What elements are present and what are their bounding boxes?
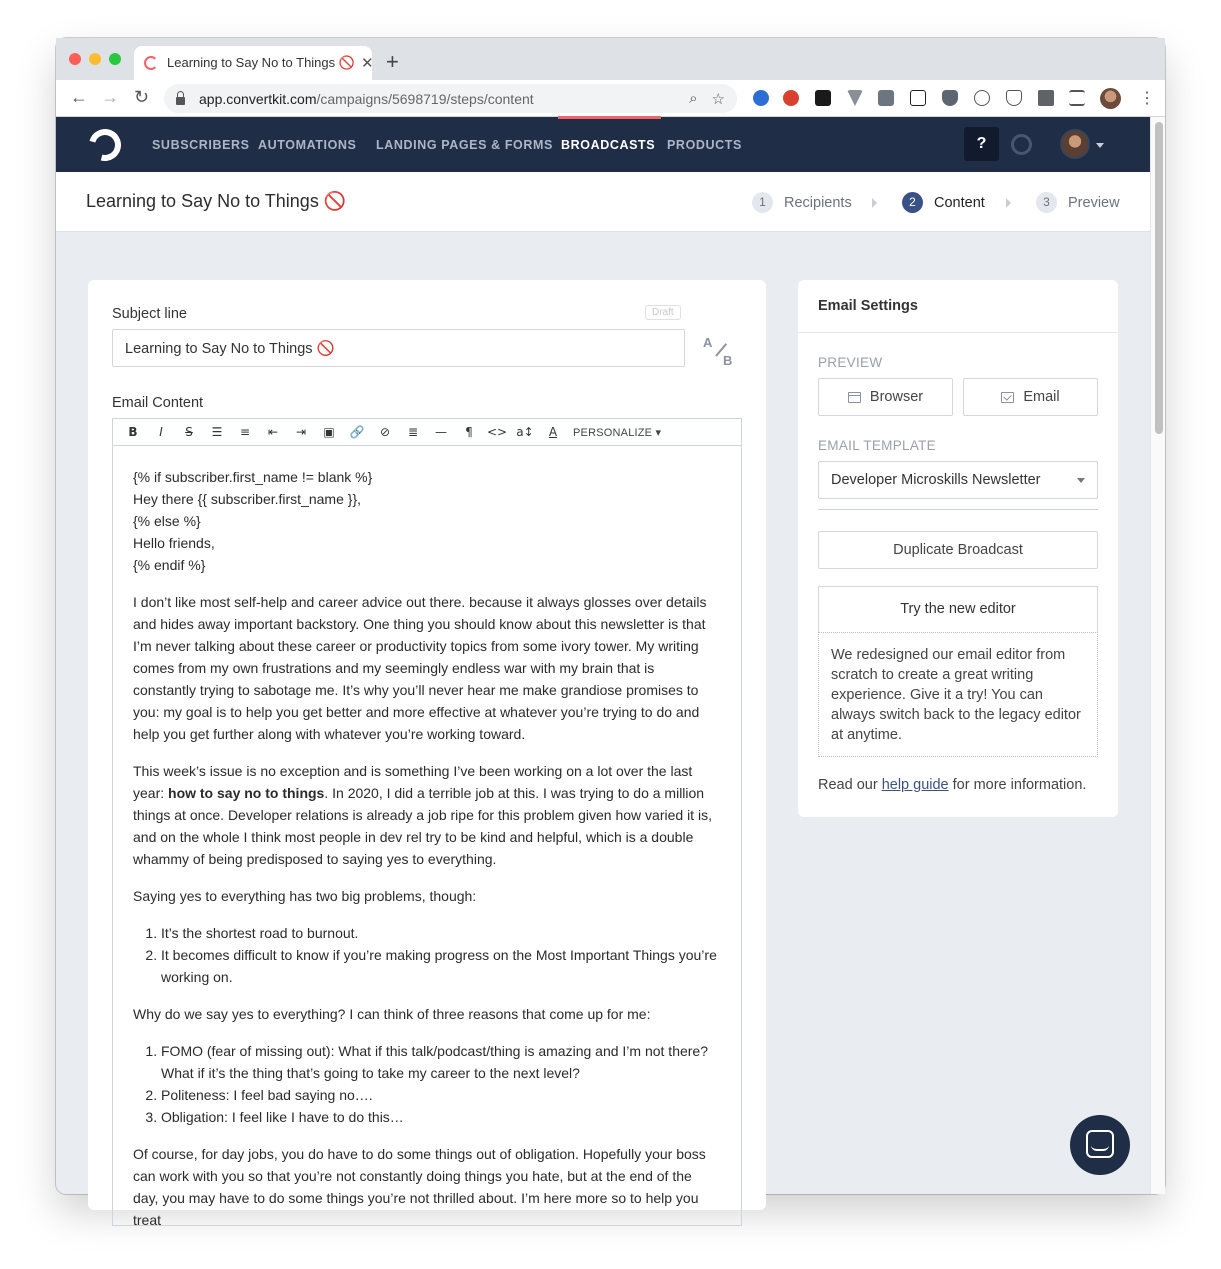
browser-window [56,38,1165,1228]
image-icon[interactable]: ▣ [323,425,335,439]
help-text: Read our help guide for more information. [818,777,1087,793]
chat-bubble-icon [1086,1130,1114,1158]
text-color-icon[interactable]: A [548,425,558,439]
ab-a-label: A [703,335,713,350]
extension-ublock-icon[interactable] [942,90,958,106]
page-title: Learning to Say No to Things 🚫 [86,191,347,211]
browser-icon [848,392,861,403]
ab-test-button[interactable] [703,335,739,369]
email-content-label: Email Content [112,395,204,411]
lock-icon [176,97,185,105]
chevron-down-icon [1077,478,1085,483]
ab-b-label: B [723,353,733,368]
body-paragraph: This week’s issue is no exception and is something I’ve been working on a lot over the last year: how to say no to things. In 2020, I did a terrible job at this. I was trying to do a million things at once. Developer relations is already a job ripe for this problem given how varied it is, and on the whole I think most people in dev rel try to be kind and helpful, which is a double whammy of being predisposed to saying yes to everything. [133,763,712,867]
page-header [56,172,1150,232]
browser-tab[interactable] [134,46,372,80]
step-preview[interactable] [1036,192,1120,213]
bullet-list-icon[interactable]: ☰ [211,425,223,439]
preview-browser-button[interactable] [818,378,953,416]
paragraph-icon[interactable]: ¶ [465,425,473,439]
forward-icon[interactable]: → [101,87,119,107]
tab-close-icon[interactable]: ✕ [360,55,374,72]
extensions-puzzle-icon[interactable] [1038,90,1054,106]
align-icon[interactable]: ≣ [407,425,419,439]
numbered-list-icon[interactable]: ≡ [239,425,251,439]
nav-landing-pages-forms[interactable]: LANDING PAGES & FORMS [376,138,553,152]
outdent-icon[interactable]: ⇤ [267,425,279,439]
loading-spinner-icon [1011,134,1032,155]
liquid-line: Hey there {{ subscriber.first_name }}, [133,491,362,507]
template-section-label: EMAIL TEMPLATE [818,438,936,453]
reload-icon[interactable]: ↻ [134,87,150,107]
body-paragraph: Saying yes to everything has two big problems, though: [133,888,477,904]
personalize-dropdown[interactable]: PERSONALIZE ▾ [573,426,662,439]
step-number: 3 [1036,192,1057,213]
extension-pocket-icon[interactable] [1006,90,1022,106]
new-tab-button[interactable]: + [386,49,399,74]
maximize-window-button[interactable] [109,53,121,65]
select-value: Developer Microskills Newsletter [831,472,1041,488]
step-content[interactable] [902,192,985,213]
chevron-down-icon[interactable] [1096,143,1104,148]
user-avatar[interactable] [1060,129,1090,159]
body-paragraph: Of course, for day jobs, you do have to do some things out of obligation. Hopefully your boss can work with you so that you’re not constantly doing things you hate, but at the end of the day, you may have to do some things you’re not thrilled about. I’m here more so to help you treat [133,1146,706,1228]
minimize-window-button[interactable] [89,53,101,65]
step-label: Preview [1068,194,1120,211]
nav-subscribers[interactable]: SUBSCRIBERS [152,138,250,152]
liquid-line: {% endif %} [133,557,206,573]
indent-icon[interactable]: ⇥ [295,425,307,439]
body-paragraph: Why do we say yes to everything? I can think of three reasons that come up for me: [133,1006,651,1022]
extension-seo-icon[interactable] [783,90,799,106]
step-arrow-icon [1006,198,1011,208]
scrollbar-thumb[interactable] [1155,122,1163,434]
text-case-icon[interactable]: a↕ [516,425,534,439]
extension-car-icon[interactable] [878,90,894,106]
list-item: 2. Politeness: I feel bad saying no…. [161,1084,721,1106]
liquid-line: {% if subscriber.first_name != blank %} [133,469,373,485]
liquid-line: Hello friends, [133,535,215,551]
email-body-editor[interactable] [112,446,742,1226]
help-button[interactable]: ? [964,127,999,161]
step-arrow-icon [872,198,877,208]
reading-list-icon[interactable] [1069,90,1085,106]
new-editor-description: We redesigned our email editor from scratch to create a great writing experience. Give it a try! You can always switch back to the legacy editor at anytime. [818,632,1098,757]
try-new-editor-button[interactable]: Try the new editor [818,586,1098,632]
url-text: app.convertkit.com/campaigns/5698719/steps/content [199,90,534,107]
extension-1password-icon[interactable] [753,90,769,106]
problems-list [161,922,721,988]
list-item: 1. FOMO (fear of missing out): What if this talk/podcast/thing is amazing and I’m not there? What if it’s the thing that’s going to take my career to the next level? [161,1040,721,1084]
button-label: Email [1023,389,1060,405]
horizontal-rule-icon[interactable]: — [435,425,447,439]
browser-menu-icon[interactable]: ⋮ [1139,90,1155,107]
convertkit-logo-icon[interactable] [83,123,127,167]
page-scrollbar[interactable] [1150,117,1165,1194]
step-number: 2 [902,192,923,213]
email-template-select[interactable] [818,461,1098,499]
strikethrough-icon[interactable]: S [185,425,193,439]
unlink-icon[interactable]: ⊘ [379,425,391,439]
tab-title: Learning to Say No to Things 🚫 [167,55,355,70]
help-guide-link[interactable]: help guide [881,777,949,793]
step-number: 1 [752,192,773,213]
italic-icon[interactable]: I [159,425,163,439]
settings-title: Email Settings [798,280,1118,333]
reasons-list [161,1040,721,1128]
profile-avatar[interactable] [1100,88,1121,109]
divider [818,509,1098,510]
step-recipients[interactable] [752,192,852,213]
app-navbar [56,117,1150,172]
liquid-line: {% else %} [133,513,201,529]
subject-input[interactable]: Learning to Say No to Things 🚫 [112,329,685,367]
draft-badge: Draft [645,305,681,320]
extension-x-icon[interactable] [815,90,831,106]
back-icon[interactable]: ← [70,87,88,107]
nav-automations[interactable]: AUTOMATIONS [258,138,357,152]
list-item: 2. It becomes difficult to know if you’re making progress on the Most Important Things you’re working on. [161,944,721,988]
code-icon[interactable]: <> [486,425,508,439]
body-paragraph: I don’t like most self-help and career advice out there. because it always glosses over details and hides away important backstory. One thing you should know about this newsletter is that I’m never talking about these career or productivity topics from some ivory tower. My writing comes from my own frustrations and my seemingly endless war with my brain that is constantly trying to sabotage me. It’s why you’ll never hear me make grandiose promises to you: my goal is to help you get better and more effective at whatever you’re trying to do and help you get further along with whatever you’re working toward. [133,594,707,742]
email-icon [1001,392,1014,403]
nav-products[interactable]: PRODUCTS [667,138,742,152]
button-label: Browser [869,389,924,405]
zoom-icon[interactable]: ⌕ [689,90,698,107]
chat-launcher-button[interactable] [1070,1115,1130,1175]
link-icon[interactable]: 🔗 [349,425,365,439]
convertkit-favicon-icon [144,56,158,70]
tab-strip [56,38,1165,80]
address-bar[interactable] [164,84,737,113]
editor-card [88,280,766,1228]
liquid-block [133,466,721,576]
browser-toolbar [56,80,1165,117]
preview-email-button[interactable] [963,378,1098,416]
list-item: 3. Obligation: I feel like I have to do this… [161,1106,721,1128]
close-window-button[interactable] [69,53,81,65]
subject-label: Subject line [112,306,187,322]
extension-notion-icon[interactable] [910,90,926,106]
duplicate-broadcast-button[interactable]: Duplicate Broadcast [818,531,1098,569]
preview-section-label: PREVIEW [818,355,883,370]
list-item: 1. It’s the shortest road to burnout. [161,922,721,944]
step-label: Recipients [784,194,852,211]
rich-text-toolbar [112,418,742,446]
step-label: Content [934,194,985,211]
bold-icon[interactable]: B [128,425,138,439]
email-settings-card [798,280,1118,817]
bookmark-star-icon[interactable]: ☆ [711,90,725,108]
extension-vue-icon[interactable] [847,90,863,106]
nav-broadcasts[interactable]: BROADCASTS [561,138,656,152]
extension-cloud-icon[interactable] [974,90,990,106]
